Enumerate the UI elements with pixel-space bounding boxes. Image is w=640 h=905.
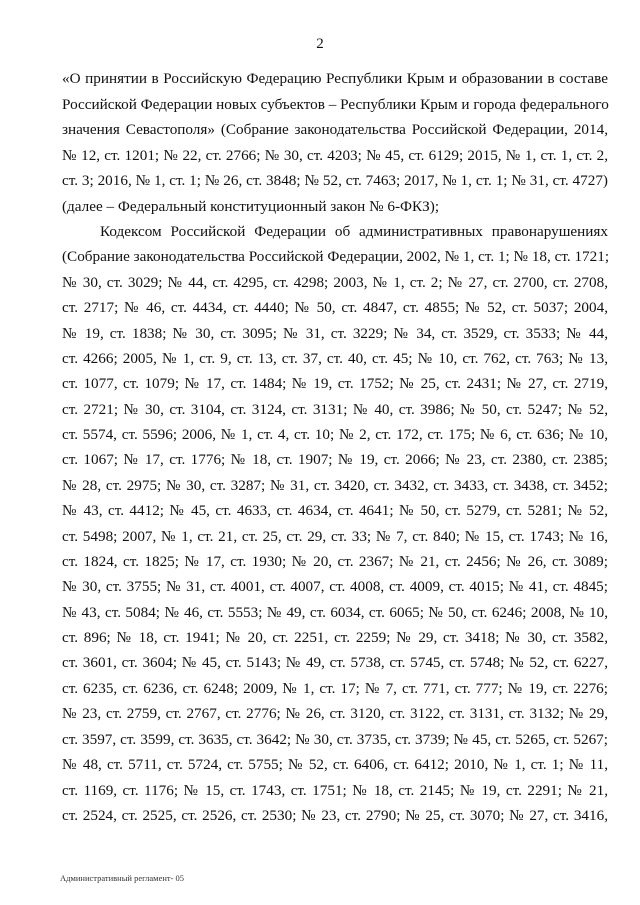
text-line: № 23, ст. 2759, ст. 2767, ст. 2776; № 26, ст. 3120, ст. 3122, ст. 3131, ст. 3132; № 29, [62, 705, 608, 722]
text-line: ст. 6235, ст. 6236, ст. 6248; 2009, № 1, ст. 17; № 7, ст. 771, ст. 777; № 19, ст. 2276; [62, 680, 608, 697]
text-line: № 30, ст. 3755; № 31, ст. 4001, ст. 4007, ст. 4008, ст. 4009, ст. 4015; № 41, ст. 4845; [62, 578, 608, 595]
text-line: ст. 1824, ст. 1825; № 17, ст. 1930; № 20, ст. 2367; № 21, ст. 2456; № 26, ст. 3089; [62, 553, 608, 570]
page-number: 2 [316, 36, 324, 52]
text-line: ст. 2524, ст. 2525, ст. 2526, ст. 2530; № 23, ст. 2790; № 25, ст. 3070; № 27, ст. 3416, [62, 807, 608, 824]
footer-label: Административный регламент- 05 [60, 873, 185, 883]
text-line: № 30, ст. 3029; № 44, ст. 4295, ст. 4298; 2003, № 1, ст. 2; № 27, ст. 2700, ст. 2708, [62, 274, 608, 291]
text-line: ст. 3; 2016, № 1, ст. 1; № 26, ст. 3848; № 52, ст. 7463; 2017, № 1, ст. 1; № 31, ст. 4727) [62, 172, 608, 189]
text-line: ст. 1077, ст. 1079; № 17, ст. 1484; № 19, ст. 1752; № 25, ст. 2431; № 27, ст. 2719, [62, 375, 608, 392]
text-line: «О принятии в Российскую Федерацию Республики Крым и образовании в составе [62, 70, 608, 87]
text-line: ст. 5498; 2007, № 1, ст. 21, ст. 25, ст. 29, ст. 33; № 7, ст. 840; № 15, ст. 1743; № 16, [62, 528, 608, 545]
text-line: ст. 3601, ст. 3604; № 45, ст. 5143; № 49, ст. 5738, ст. 5745, ст. 5748; № 52, ст. 6227, [62, 654, 608, 671]
text-line: № 43, ст. 4412; № 45, ст. 4633, ст. 4634, ст. 4641; № 50, ст. 5279, ст. 5281; № 52, [62, 502, 608, 519]
text-line: № 19, ст. 1838; № 30, ст. 3095; № 31, ст. 3229; № 34, ст. 3529, ст. 3533; № 44, [62, 325, 608, 342]
text-line: № 43, ст. 5084; № 46, ст. 5553; № 49, ст. 6034, ст. 6065; № 50, ст. 6246; 2008, № 10, [62, 604, 608, 621]
text-line: ст. 896; № 18, ст. 1941; № 20, ст. 2251, ст. 2259; № 29, ст. 3418; № 30, ст. 3582, [62, 629, 608, 646]
text-line: ст. 1169, ст. 1176; № 15, ст. 1743, ст. 1751; № 18, ст. 2145; № 19, ст. 2291; № 21, [62, 782, 608, 799]
text-line: ст. 2717; № 46, ст. 4434, ст. 4440; № 50, ст. 4847, ст. 4855; № 52, ст. 5037; 2004, [62, 299, 608, 316]
text-line: ст. 3597, ст. 3599, ст. 3635, ст. 3642; № 30, ст. 3735, ст. 3739; № 45, ст. 5265, ст. 5267; [62, 731, 608, 748]
text-line: ст. 1067; № 17, ст. 1776; № 18, ст. 1907; № 19, ст. 2066; № 23, ст. 2380, ст. 2385; [62, 451, 608, 468]
text-line: ст. 2721; № 30, ст. 3104, ст. 3124, ст. 3131; № 40, ст. 3986; № 50, ст. 5247; № 52, [62, 401, 608, 418]
text-line: значения Севастополя» (Собрание законодательства Российской Федерации, 2014, [62, 121, 608, 138]
text-line: ст. 4266; 2005, № 1, ст. 9, ст. 13, ст. 37, ст. 40, ст. 45; № 10, ст. 762, ст. 763; № 13, [62, 350, 608, 367]
text-line: № 28, ст. 2975; № 30, ст. 3287; № 31, ст. 3420, ст. 3432, ст. 3433, ст. 3438, ст. 3452; [62, 477, 608, 494]
text-line: Кодексом Российской Федерации об административных правонарушениях [100, 223, 608, 240]
text-line: № 12, ст. 1201; № 22, ст. 2766; № 30, ст. 4203; № 45, ст. 6129; 2015, № 1, ст. 1, ст. 2, [62, 147, 608, 164]
text-line: (Собрание законодательства Российской Федерации, 2002, № 1, ст. 1; № 18, ст. 1721; [62, 248, 610, 265]
text-line: (далее – Федеральный конституционный закон № 6-ФКЗ); [62, 198, 440, 215]
text-line: Российской Федерации новых субъектов – Республики Крым и города федерального [62, 96, 609, 113]
text-line: № 48, ст. 5711, ст. 5724, ст. 5755; № 52, ст. 6406, ст. 6412; 2010, № 1, ст. 1; № 11, [62, 756, 608, 773]
text-line: ст. 5574, ст. 5596; 2006, № 1, ст. 4, ст. 10; № 2, ст. 172, ст. 175; № 6, ст. 636; № 10, [62, 426, 608, 443]
